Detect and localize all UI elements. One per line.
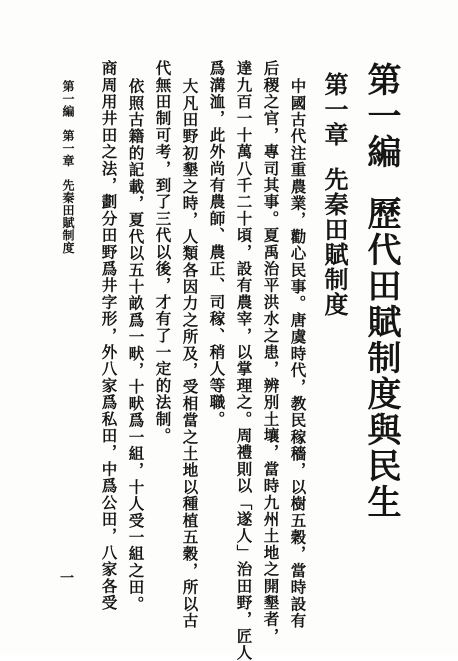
paragraph-line: 中國古代注重農業，勸心民事。唐虞時代，教民稼穡，以樹五穀，當時設有	[288, 78, 308, 630]
running-header-chapter: 第一章	[61, 129, 75, 167]
running-header-title: 先秦田賦制度	[61, 179, 75, 254]
chapter-label: 第一章	[320, 72, 349, 147]
paragraph-line: 爲溝洫，此外尚有農師、農正、司稼、稍人等職。	[207, 60, 227, 428]
paragraph-line: 商周用井田之法，劃分田野爲井字形，外八家爲私田，中爲公田，八家各受	[99, 60, 119, 612]
paragraph-line: 大凡田野初墾之時，人類各因力之所及，受相當之土地以種植五穀，所以古	[180, 78, 200, 630]
paragraph-line: 依照古籍的記載，夏代以五十畝爲一畎，十畎爲一組，十人受一組之田。	[126, 78, 146, 613]
part-label: 第一編	[361, 62, 401, 170]
part-heading	[361, 62, 401, 520]
part-title: 歷代田賦制度與民生	[361, 196, 401, 520]
running-header	[62, 80, 74, 254]
paragraph-line: 代無田制可考，到了三代以後，才有了一定的法制。	[153, 60, 173, 445]
running-header-part: 第一編	[61, 80, 75, 118]
paragraph-line: 達九百一十萬八千二十頃，設有農宰，以掌理之。周禮則以「遂人」治田野，匠人	[234, 60, 254, 661]
page-number: 一	[60, 571, 74, 587]
paragraph-line: 后稷之官，專司其事。夏禹治平洪水之患，辨別土壤，當時九州土地之開墾者，	[261, 60, 281, 645]
chapter-heading	[320, 72, 349, 317]
chapter-title: 先秦田賦制度	[320, 167, 349, 317]
